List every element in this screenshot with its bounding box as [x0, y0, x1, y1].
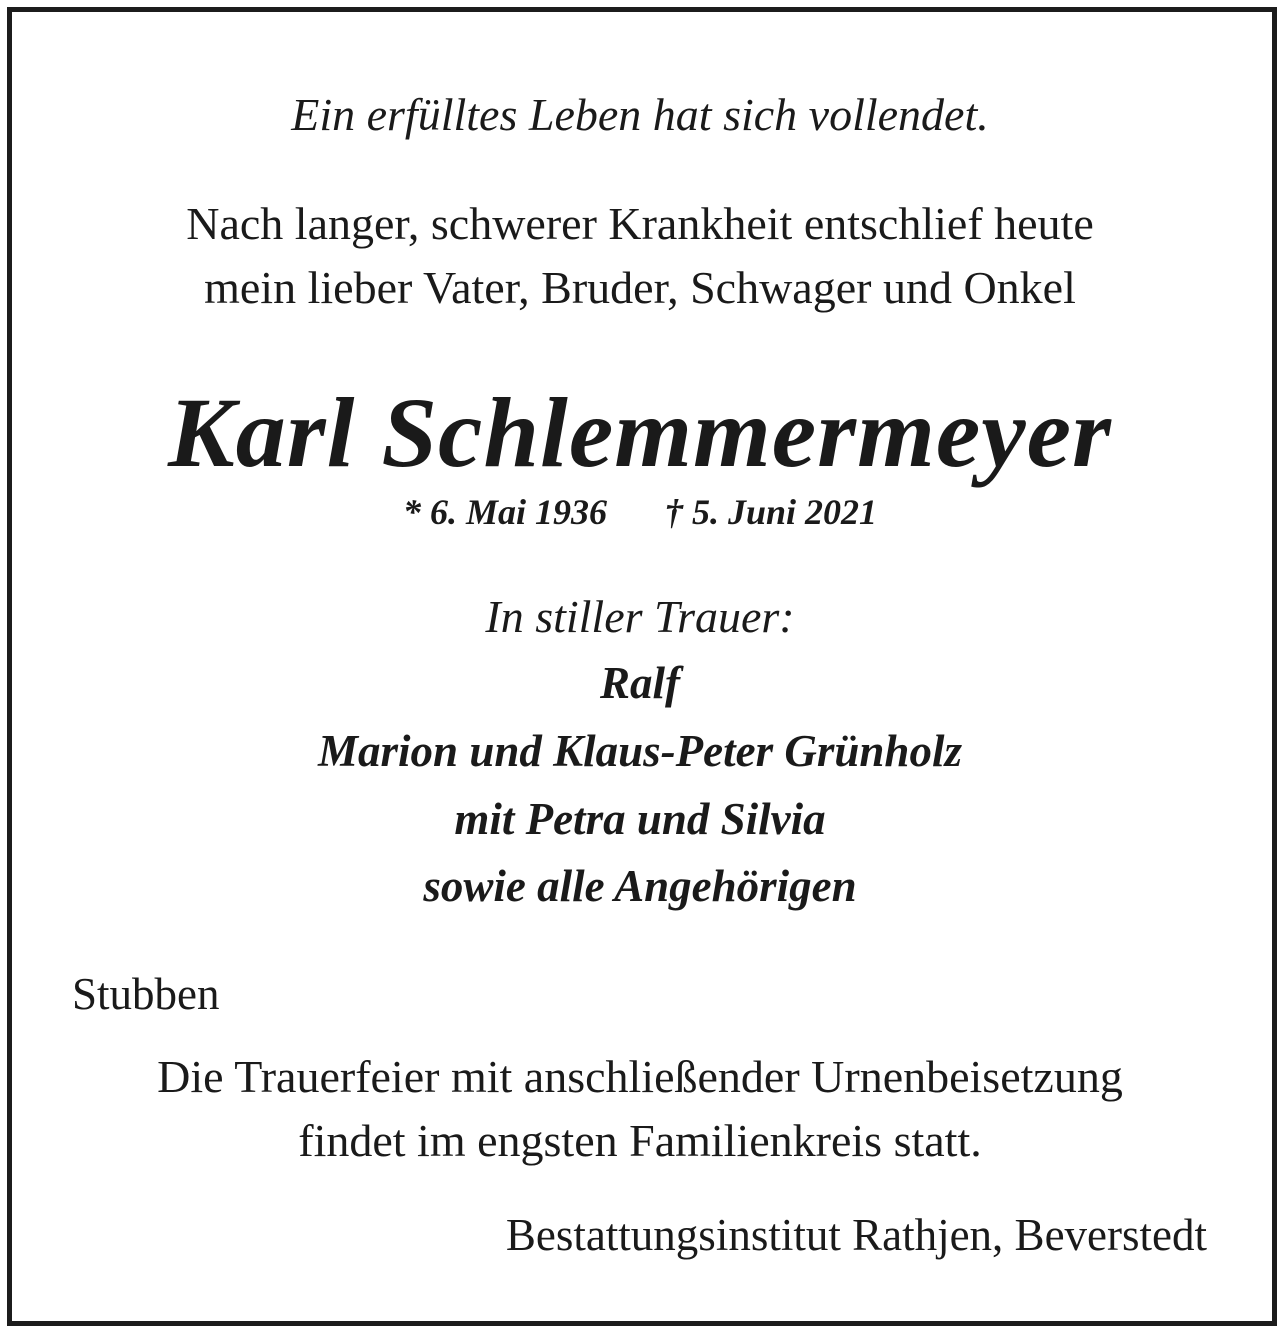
- intro-line-1: Nach langer, schwerer Krankheit entschlief heute: [186, 198, 1094, 249]
- life-dates: [0, 494, 1280, 530]
- ceremony-line-1: Die Trauerfeier mit anschließender Urnenbeisetzung: [157, 1051, 1123, 1102]
- ceremony-line-2: findet im engsten Familienkreis statt.: [298, 1115, 982, 1166]
- death-date: † 5. Juni 2021: [664, 492, 878, 532]
- undertaker: Bestattungsinstitut Rathjen, Beverstedt: [505, 1210, 1207, 1260]
- motto: Ein erfülltes Leben hat sich vollendet.: [291, 89, 989, 140]
- mourner-line: mit Petra und Silvia: [454, 794, 826, 844]
- mourning-heading: In stiller Trauer:: [485, 591, 795, 642]
- birth-date: * 6. Mai 1936: [402, 492, 607, 532]
- mourner-line: Ralf: [599, 658, 680, 708]
- intro-line-2: mein lieber Vater, Bruder, Schwager und Onkel: [204, 262, 1076, 313]
- deceased-name: Karl Schlemmermeyer: [168, 377, 1112, 488]
- mourner-line: Marion und Klaus-Peter Grünholz: [318, 726, 962, 776]
- place-name: Stubben: [72, 969, 220, 1019]
- mourner-line: sowie alle Angehörigen: [423, 861, 857, 911]
